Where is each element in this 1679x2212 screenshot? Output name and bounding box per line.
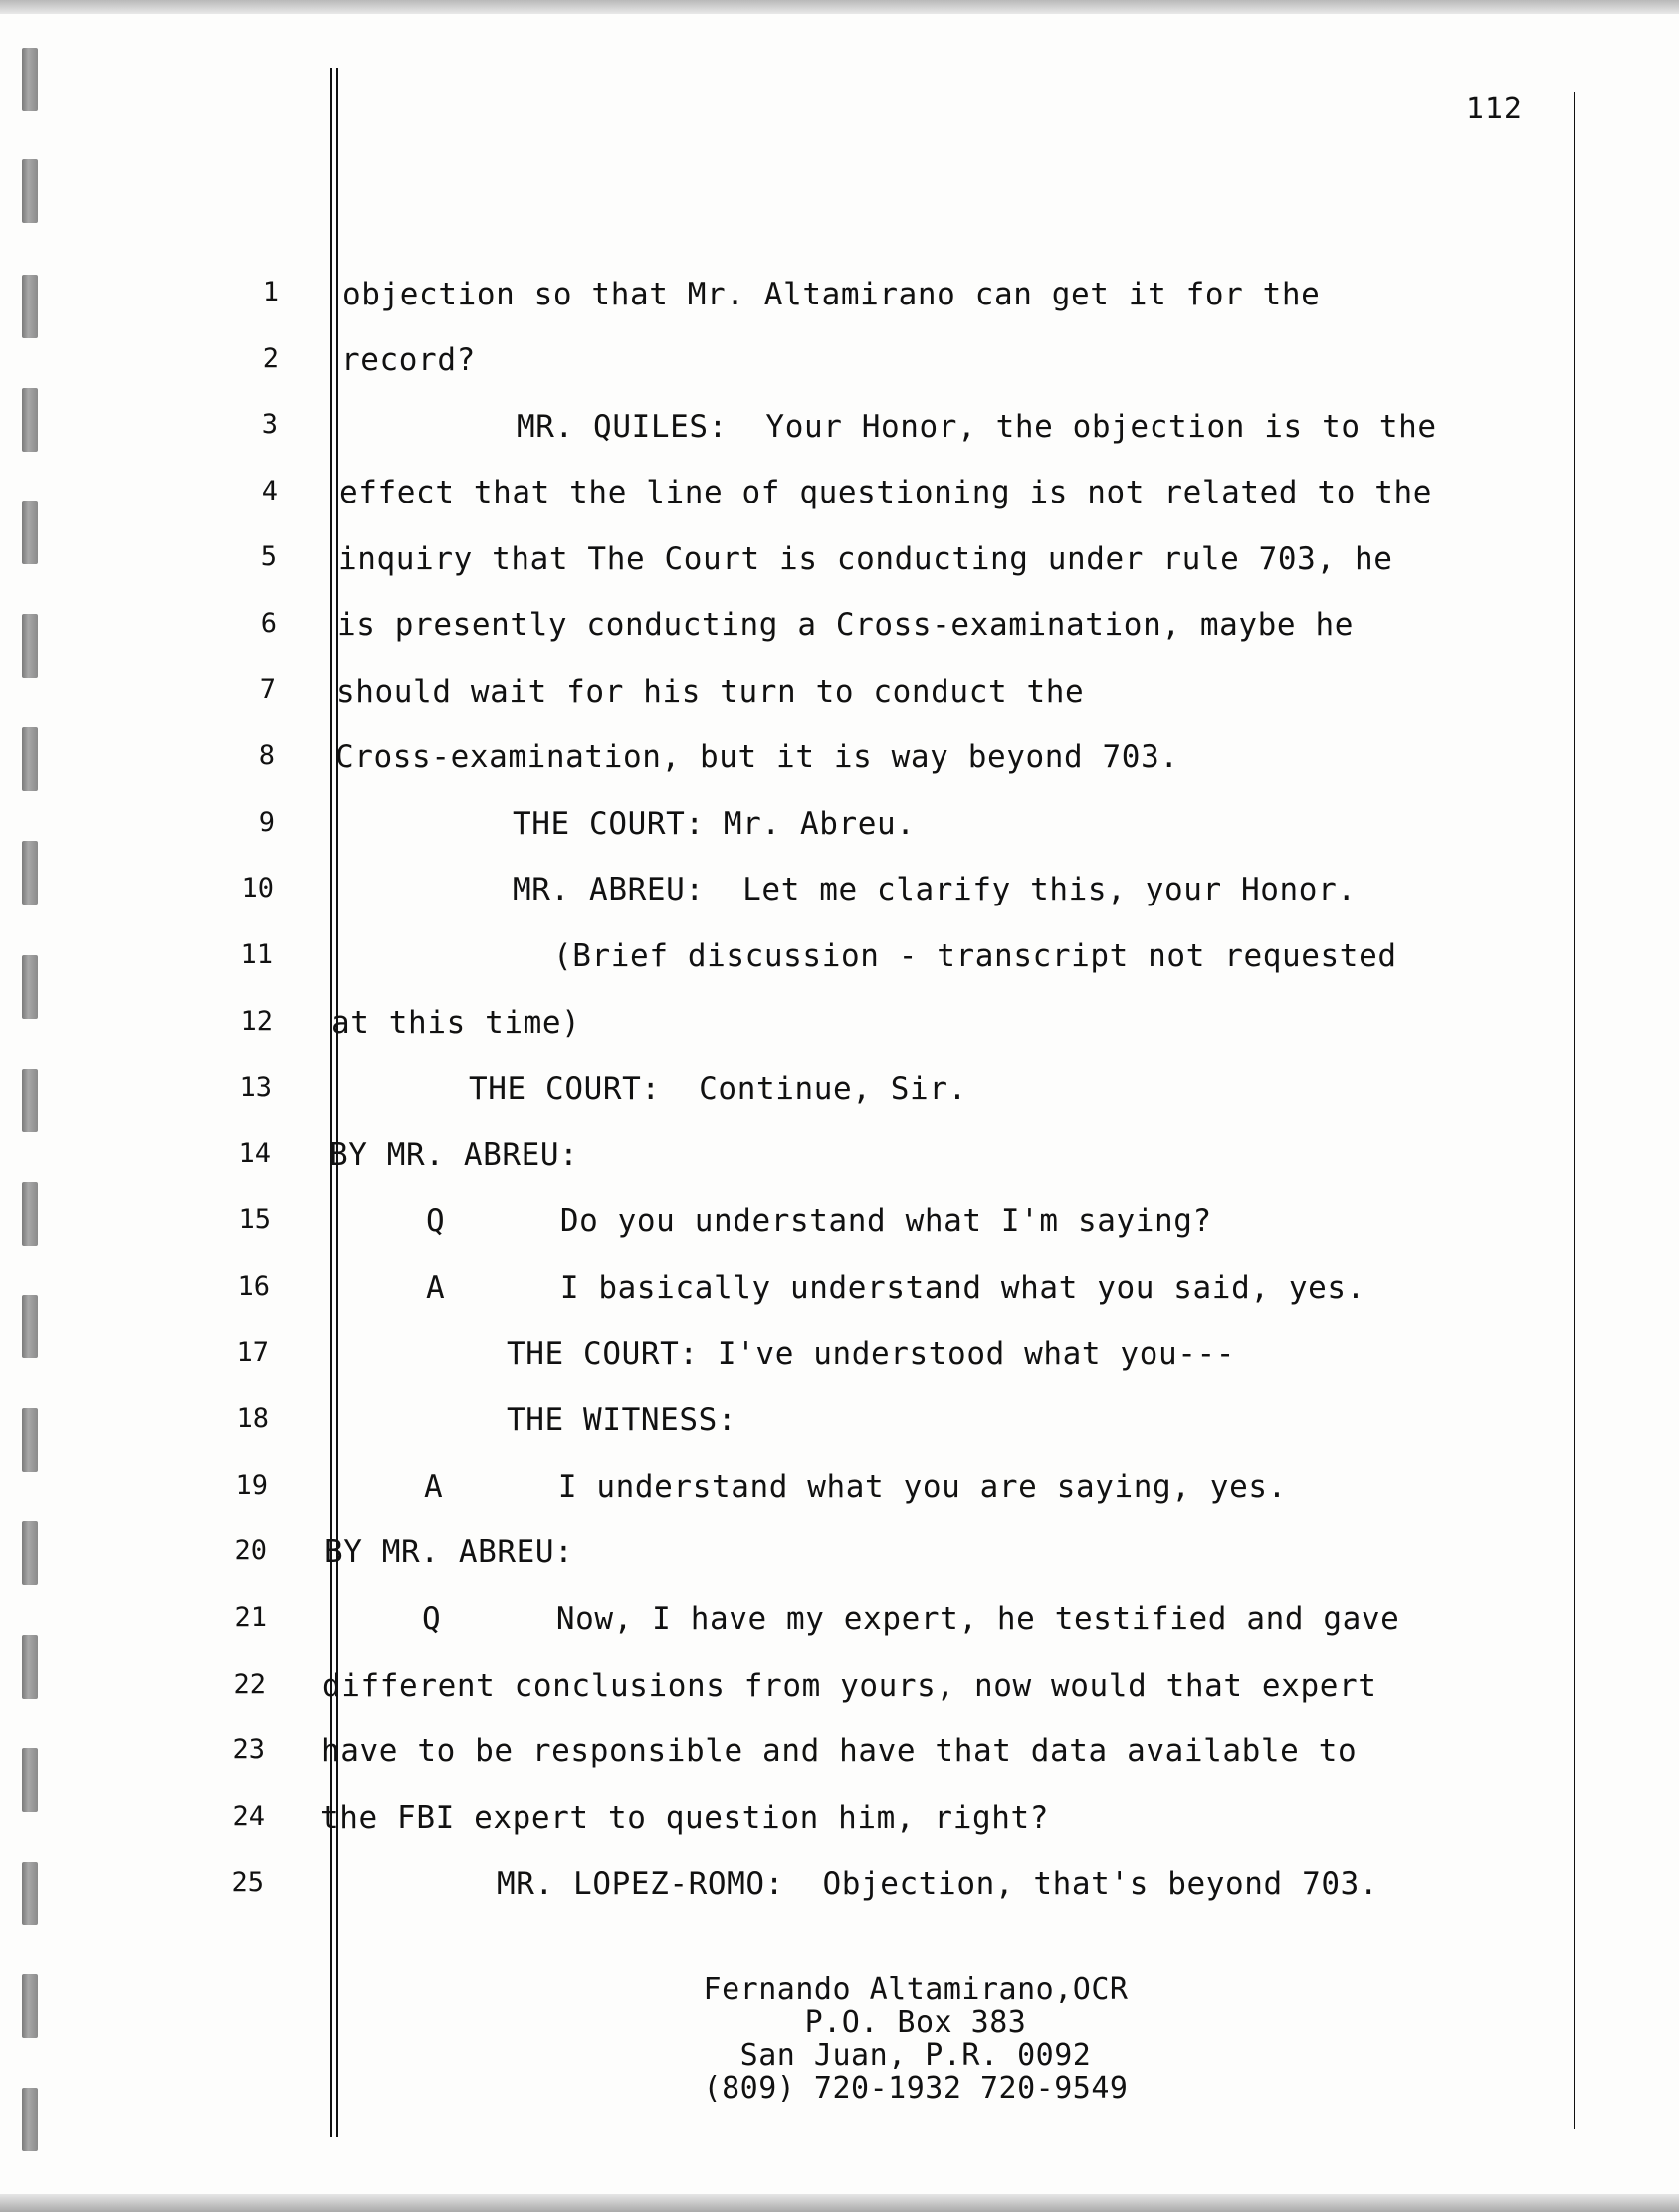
- reporter-footer: [617, 1973, 1214, 2105]
- transcript-line: A I understand what you are saying, yes.: [424, 1469, 1287, 1505]
- transcript-line: THE WITNESS:: [507, 1402, 737, 1438]
- transcript-line: record?: [341, 342, 476, 378]
- transcript-line: MR. LOPEZ-ROMO: Objection, that's beyond 703.: [497, 1866, 1379, 1902]
- transcript-line: MR. ABREU: Let me clarify this, your Honor.: [513, 872, 1357, 907]
- line-number: 19: [235, 1470, 268, 1501]
- transcript-line: the FBI expert to question him, right?: [320, 1800, 1050, 1836]
- transcript-line: effect that the line of questioning is not related to the: [339, 475, 1433, 510]
- transcript-line: BY MR. ABREU:: [329, 1137, 579, 1173]
- binding-hole: [22, 1069, 38, 1132]
- page-number: 112: [1465, 92, 1523, 126]
- transcript-line: Q Now, I have my expert, he testified and gave: [422, 1601, 1400, 1637]
- binding-hole: [22, 955, 38, 1019]
- line-number: 24: [232, 1801, 265, 1832]
- line-number: 25: [231, 1867, 264, 1898]
- binding-hole: [22, 501, 38, 564]
- line-number: 13: [239, 1072, 272, 1103]
- transcript-line: MR. QUILES: Your Honor, the objection is to the: [517, 409, 1437, 445]
- line-number: 20: [234, 1535, 267, 1566]
- reporter-address-line1: P.O. Box 383: [804, 2005, 1027, 2040]
- binding-hole: [22, 727, 38, 791]
- line-number: 4: [261, 476, 278, 506]
- transcript-line: A I basically understand what you said, yes.: [426, 1270, 1365, 1306]
- binding-hole: [22, 1635, 38, 1699]
- binding-hole: [22, 614, 38, 678]
- line-number: 17: [236, 1337, 269, 1368]
- reporter-address-line2: San Juan, P.R. 0092: [739, 2038, 1092, 2073]
- line-number: 18: [236, 1403, 269, 1434]
- transcript-line: have to be responsible and have that data available to: [321, 1733, 1358, 1769]
- line-number: 7: [259, 674, 276, 704]
- line-number: 16: [237, 1271, 270, 1302]
- line-number: 23: [232, 1734, 265, 1765]
- line-number: 10: [241, 873, 274, 904]
- binding-hole: [22, 388, 38, 452]
- binding-hole: [22, 1862, 38, 1925]
- binding-hole: [22, 1182, 38, 1246]
- line-number: 22: [233, 1669, 266, 1700]
- transcript-line: Cross-examination, but it is way beyond 703.: [335, 739, 1179, 775]
- transcript-line: objection so that Mr. Altamirano can get it for the: [342, 277, 1321, 312]
- line-number: 12: [240, 1006, 273, 1037]
- binding-hole: [22, 2088, 38, 2151]
- line-number: 1: [262, 277, 279, 307]
- transcript-line: BY MR. ABREU:: [324, 1534, 574, 1570]
- line-number: 2: [262, 343, 279, 374]
- transcript-line: THE COURT: I've understood what you---: [507, 1336, 1236, 1372]
- transcript-line: is presently conducting a Cross-examination, maybe he: [337, 607, 1354, 643]
- binding-hole: [22, 1295, 38, 1358]
- line-number: 9: [258, 807, 275, 838]
- binding-hole: [22, 48, 38, 111]
- reporter-name: Fernando Altamirano,OCR: [703, 1972, 1129, 2007]
- margin-rule-right: [1574, 92, 1575, 2129]
- line-number: 15: [238, 1204, 271, 1235]
- line-number: 6: [260, 608, 277, 639]
- line-number: 3: [261, 409, 278, 440]
- binding-hole: [22, 1521, 38, 1585]
- transcript-line: at this time): [331, 1005, 581, 1041]
- transcript-line: (Brief discussion - transcript not requested: [553, 938, 1397, 974]
- transcript-line: THE COURT: Continue, Sir.: [469, 1071, 967, 1106]
- line-number: 5: [260, 541, 277, 572]
- binding-hole: [22, 841, 38, 905]
- binding-hole: [22, 1408, 38, 1472]
- line-number: 21: [234, 1602, 267, 1633]
- reporter-phones: (809) 720-1932 720-9549: [703, 2071, 1129, 2106]
- binding-hole: [22, 275, 38, 338]
- transcript-line: inquiry that The Court is conducting under rule 703, he: [338, 541, 1393, 577]
- binding-hole: [22, 1974, 38, 2038]
- line-number: 14: [238, 1138, 271, 1169]
- binding-hole: [22, 159, 38, 223]
- transcript-line: should wait for his turn to conduct the: [336, 674, 1085, 709]
- page-top-edge: [0, 0, 1679, 14]
- line-number: 8: [258, 740, 275, 771]
- line-number: 11: [240, 939, 273, 970]
- binding-hole: [22, 1748, 38, 1812]
- transcript-line: different conclusions from yours, now would that expert: [322, 1668, 1377, 1704]
- page-bottom-edge: [0, 2194, 1679, 2212]
- transcript-line: Q Do you understand what I'm saying?: [426, 1203, 1212, 1239]
- transcript-line: THE COURT: Mr. Abreu.: [513, 806, 916, 842]
